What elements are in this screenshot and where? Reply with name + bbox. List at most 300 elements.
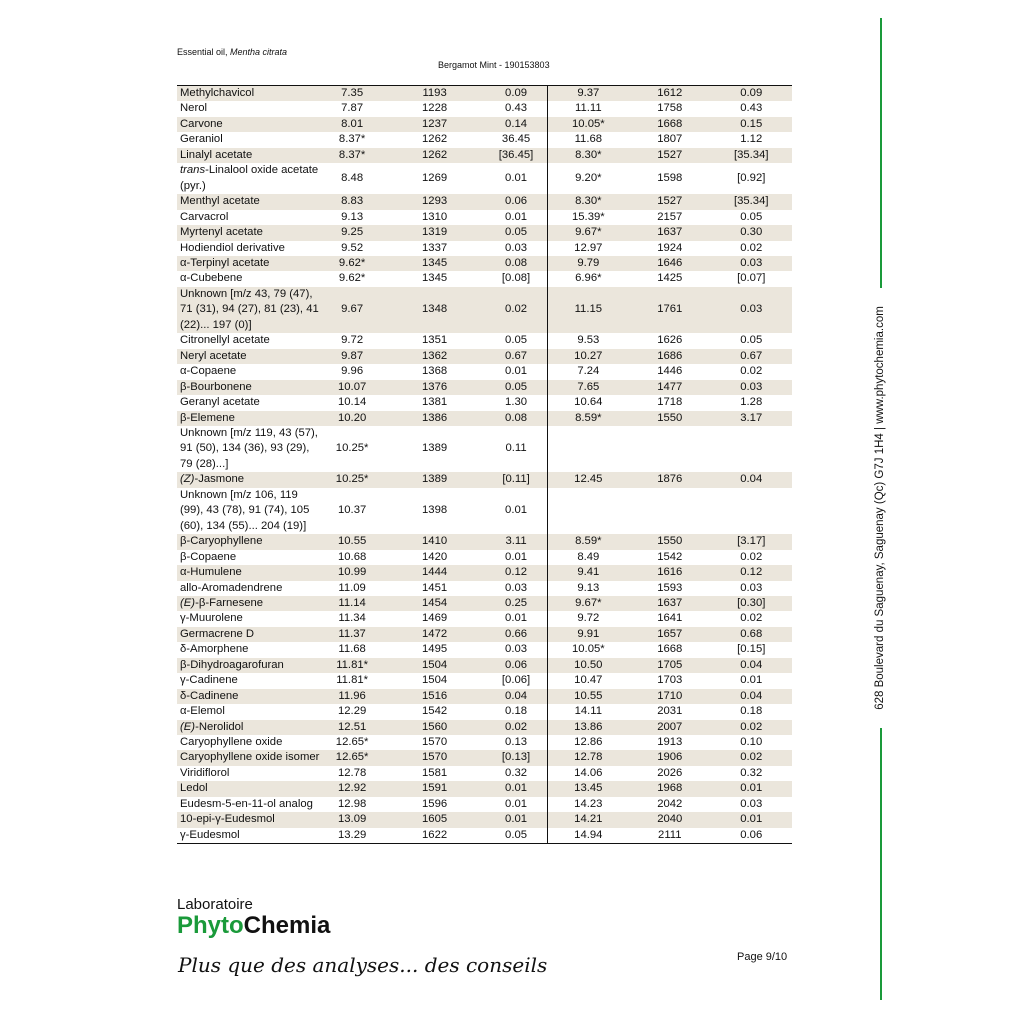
percent-column-1: 0.01 [486, 163, 548, 194]
percent-column-1: 0.05 [486, 225, 548, 240]
green-divider-line [880, 18, 882, 288]
table-row [177, 271, 792, 286]
table-row [177, 349, 792, 364]
name-text: β-Dihydroagarofuran [180, 658, 284, 671]
name-text: Geranyl acetate [180, 396, 260, 409]
ri-column-1: 1376 [384, 380, 486, 395]
percent-column-1: [0.13] [486, 750, 548, 765]
percent-column-2: 0.03 [711, 256, 793, 271]
rt-column-1: 9.72 [341, 334, 364, 347]
name-text: γ-Muurolene [180, 612, 243, 625]
ri-column-1: 1451 [422, 581, 448, 594]
ri-column-1: 1570 [384, 750, 486, 765]
percent-column-2: 0.06 [740, 828, 763, 841]
percent-column-1: 3.11 [486, 534, 548, 549]
percent-column-1: 0.02 [486, 720, 548, 735]
compound-name [177, 673, 321, 688]
table-row [177, 550, 792, 565]
table-row [177, 658, 792, 673]
ri-column-1: 1596 [422, 797, 448, 810]
ri-column-2: 1527 [629, 194, 710, 209]
name-text: -β-Farnesene [195, 596, 264, 609]
percent-column-2: [35.34] [711, 148, 793, 163]
compound-name [177, 596, 321, 611]
rt-column-2: 10.64 [574, 396, 603, 409]
ri-column-1: 1398 [422, 504, 448, 517]
ri-column-2: 2157 [657, 210, 683, 223]
ri-column-2: 1913 [657, 736, 683, 749]
compound-name [177, 163, 321, 194]
name-text: γ-Cadinene [180, 674, 238, 687]
table-row [177, 797, 792, 812]
ri-column-2: 1612 [629, 86, 710, 102]
compound-name [177, 333, 321, 348]
ri-column-2: 1616 [629, 565, 710, 580]
percent-column-1: 0.08 [486, 411, 548, 426]
table-row [177, 673, 792, 688]
slogan: Plus que des analyses... des conseils [178, 953, 548, 977]
compound-name [177, 132, 321, 147]
compound-name [177, 287, 321, 333]
table-row [177, 828, 792, 844]
percent-column-2: [0.07] [737, 272, 766, 285]
table-row [177, 256, 792, 271]
rt-column-1: 10.25* [321, 472, 384, 487]
compound-name [177, 658, 321, 673]
table-row [177, 766, 792, 781]
compound-name [177, 395, 321, 410]
name-text: β-Elemene [180, 411, 235, 424]
percent-column-1: 0.05 [486, 333, 548, 348]
table-row [177, 611, 792, 626]
ri-column-2: 1668 [657, 643, 683, 656]
table-row [177, 395, 792, 410]
percent-column-1: 36.45 [486, 132, 548, 147]
percent-column-2: 0.02 [711, 720, 793, 735]
percent-column-2: 0.03 [711, 287, 793, 333]
rt-column-2: 12.97 [574, 241, 603, 254]
percent-column-1: 0.01 [486, 488, 548, 534]
table-row [177, 488, 792, 534]
rt-column-1: 9.25 [321, 225, 384, 240]
table-row [177, 194, 792, 209]
compound-name [177, 627, 321, 642]
compound-name [177, 225, 321, 240]
table-row [177, 472, 792, 487]
rt-column-2: 10.55 [547, 689, 629, 704]
table-row [177, 426, 792, 472]
ri-column-1: 1472 [384, 627, 486, 642]
name-text: Ledol [180, 782, 208, 795]
percent-column-1: 0.18 [486, 704, 548, 719]
name-text: -Nerolidol [195, 720, 244, 733]
rt-column-1: 10.99 [321, 565, 384, 580]
ri-column-1: 1504 [422, 674, 448, 687]
rt-column-1: 9.13 [341, 210, 364, 223]
percent-column-1: 0.01 [486, 781, 548, 796]
percent-column-2: [0.30] [711, 596, 793, 611]
name-text: α-Humulene [180, 566, 242, 579]
percent-column-1: 0.32 [486, 766, 548, 781]
percent-column-1: 0.11 [486, 426, 548, 472]
ri-column-1: 1469 [422, 612, 448, 625]
rt-column-1: 7.35 [321, 86, 384, 102]
table-row [177, 148, 792, 163]
compound-name [177, 611, 321, 626]
ri-column-1: 1389 [384, 472, 486, 487]
lab-address: 628 Boulevard du Saguenay, Saguenay (Qc) G7J 1H4 | www.phytochemia.com [874, 306, 886, 710]
rt-column-2: 10.05* [547, 117, 629, 132]
percent-column-2: [35.34] [711, 194, 793, 209]
table-row [177, 163, 792, 194]
percent-column-2: 0.30 [711, 225, 793, 240]
ri-column-2: 1668 [629, 117, 710, 132]
sample-title: Bergamot Mint - 190153803 [438, 60, 550, 70]
ri-column-1: 1368 [422, 365, 448, 378]
percent-column-1: 0.12 [486, 565, 548, 580]
rt-column-1: 12.51 [321, 720, 384, 735]
percent-column-1: [0.06] [486, 673, 548, 688]
compound-name [177, 194, 321, 209]
percent-column-1: 0.02 [486, 287, 548, 333]
rt-column-2: 9.67* [547, 225, 629, 240]
ri-column-2: 2026 [657, 766, 683, 779]
ri-column-1: 1348 [384, 287, 486, 333]
compound-name [177, 828, 321, 844]
ri-column-2: 1598 [657, 171, 683, 184]
percent-column-2: 0.67 [711, 349, 793, 364]
rt-column-1: 8.83 [321, 194, 384, 209]
compound-name [177, 380, 321, 395]
rt-column-2: 11.11 [575, 102, 602, 115]
rt-column-2: 9.79 [547, 256, 629, 271]
percent-column-1: 0.05 [486, 828, 548, 844]
rt-column-2: 9.37 [547, 86, 629, 102]
name-text: Linalyl acetate [180, 148, 253, 161]
name-text: β-Copaene [180, 550, 237, 563]
ri-column-2: 1550 [629, 534, 710, 549]
rt-column-2: 14.21 [547, 812, 629, 827]
percent-column-2: 0.05 [740, 210, 763, 223]
compound-name [177, 781, 321, 796]
name-text: -Jasmone [194, 473, 245, 486]
percent-column-2: 0.03 [711, 380, 793, 395]
percent-column-1: 1.30 [486, 395, 548, 410]
percent-column-1: 0.14 [486, 117, 548, 132]
name-text: allo-Aromadendrene [180, 581, 283, 594]
percent-column-1: [36.45] [486, 148, 548, 163]
percent-column-1: 0.43 [486, 101, 548, 116]
rt-column-2: 9.13 [577, 581, 600, 594]
rt-column-1: 12.65* [335, 736, 369, 749]
logo-chemia: Chemia [243, 912, 331, 939]
compound-name [177, 735, 321, 750]
compound-name [177, 364, 321, 379]
ri-column-2: 2031 [657, 705, 683, 718]
percent-column-2: 0.03 [740, 797, 763, 810]
rt-column-1: 11.81* [336, 674, 369, 687]
name-text: Methylchavicol [180, 87, 255, 99]
name-text: α-Elemol [180, 705, 225, 718]
rt-column-2: 8.30* [547, 194, 629, 209]
rt-column-2: 9.67* [547, 596, 629, 611]
percent-column-2: 0.02 [740, 365, 763, 378]
percent-column-2: 1.28 [740, 396, 763, 409]
ri-column-1: 1237 [384, 117, 486, 132]
rt-column-2: 9.53 [577, 334, 600, 347]
rt-column-1: 11.37 [321, 627, 384, 642]
ri-column-2 [629, 488, 710, 534]
phytochemia-logo [177, 897, 330, 939]
rt-column-2: 12.45 [547, 472, 629, 487]
rt-column-1: 8.48 [341, 171, 364, 184]
table-row [177, 781, 792, 796]
percent-column-1: 0.04 [486, 689, 548, 704]
name-text: -Linalool oxide acetate (pyr.) [180, 164, 319, 192]
percent-column-1: 0.01 [486, 550, 548, 565]
name-text: Unknown [m/z 43, 79 (47), 71 (31), 94 (27), 81 (23), 41 (22)... 197 (0)] [180, 287, 319, 331]
ri-column-2: 1425 [657, 272, 683, 285]
table-row [177, 101, 792, 116]
ri-column-1: 1351 [422, 334, 448, 347]
compound-name [177, 271, 321, 286]
name-italic-prefix: (Z) [180, 473, 195, 486]
ri-column-2: 1657 [629, 627, 710, 642]
rt-column-2: 12.86 [574, 736, 603, 749]
compound-name [177, 256, 321, 271]
rt-column-1: 11.09 [338, 581, 366, 594]
rt-column-1: 11.68 [338, 643, 366, 656]
name-italic-prefix: trans [180, 164, 206, 177]
rt-column-2: 10.47 [574, 674, 603, 687]
name-text: Viridiflorol [180, 766, 230, 779]
percent-column-1: 0.67 [486, 349, 548, 364]
rt-column-2 [547, 426, 629, 472]
rt-column-2: 13.45 [547, 781, 629, 796]
rt-column-2: 11.15 [547, 287, 629, 333]
table-row [177, 411, 792, 426]
rt-column-1: 13.29 [337, 828, 367, 841]
ri-column-2: 1758 [657, 102, 683, 115]
ri-column-2: 1646 [629, 256, 710, 271]
rt-column-1: 7.87 [341, 102, 364, 115]
percent-column-2: 0.43 [740, 102, 763, 115]
ri-column-1: 1362 [384, 349, 486, 364]
ri-column-2: 1686 [629, 349, 710, 364]
ri-column-2: 1876 [629, 472, 710, 487]
percent-column-2: 0.18 [740, 705, 763, 718]
green-divider-line [880, 728, 882, 1000]
percent-column-2: [0.92] [737, 171, 766, 184]
percent-column-2 [711, 488, 793, 534]
percent-column-2: 0.10 [740, 736, 763, 749]
percent-column-2: 0.09 [711, 86, 793, 102]
ri-column-2: 1637 [629, 225, 710, 240]
ri-column-1: 1444 [384, 565, 486, 580]
rt-column-2: 8.59* [547, 534, 629, 549]
ri-column-2 [629, 426, 710, 472]
rt-column-2: 9.72 [577, 612, 600, 625]
table-row [177, 333, 792, 348]
percent-column-1: 0.06 [486, 658, 548, 673]
percent-column-1: 0.25 [486, 596, 548, 611]
rt-column-1: 10.55 [321, 534, 384, 549]
percent-column-2: [3.17] [711, 534, 793, 549]
compound-name [177, 550, 321, 565]
ri-column-1: 1516 [384, 689, 486, 704]
ri-column-2: 1703 [657, 674, 683, 687]
name-text: γ-Eudesmol [180, 828, 240, 841]
compound-name [177, 411, 321, 426]
percent-column-2: 0.01 [711, 812, 793, 827]
name-text: Menthyl acetate [180, 195, 260, 208]
name-text: δ-Cadinene [180, 689, 239, 702]
ri-column-2: 1906 [629, 750, 710, 765]
compound-name [177, 86, 321, 102]
name-text: Carvone [180, 117, 223, 130]
ri-column-1: 1622 [422, 828, 448, 841]
percent-column-1: 0.01 [486, 797, 548, 812]
rt-column-2: 15.39* [571, 210, 605, 223]
name-text: α-Copaene [180, 365, 237, 378]
ri-column-1: 1454 [384, 596, 486, 611]
rt-column-2: 7.65 [547, 380, 629, 395]
compound-name [177, 720, 321, 735]
name-text: α-Terpinyl acetate [180, 256, 270, 269]
percent-column-2: 0.02 [711, 750, 793, 765]
name-text: Caryophyllene oxide isomer [180, 751, 320, 764]
rt-column-2: 9.41 [547, 565, 629, 580]
rt-column-1: 12.29 [337, 705, 367, 718]
rt-column-1: 13.09 [321, 812, 384, 827]
ri-column-1: 1389 [422, 442, 448, 455]
ri-column-2: 1641 [657, 612, 683, 625]
ri-column-1: 1570 [422, 736, 448, 749]
ri-column-1: 1410 [384, 534, 486, 549]
table-row [177, 86, 792, 102]
table-row [177, 750, 792, 765]
ri-column-1: 1495 [422, 643, 448, 656]
ri-column-2: 1637 [629, 596, 710, 611]
ri-column-2: 1477 [629, 380, 710, 395]
ri-column-1: 1591 [384, 781, 486, 796]
table-row [177, 627, 792, 642]
name-text: Carvacrol [180, 210, 229, 223]
percent-column-2: 0.04 [711, 472, 793, 487]
compound-name [177, 704, 321, 719]
ri-column-2: 1542 [657, 550, 683, 563]
rt-column-2: 8.59* [547, 411, 629, 426]
rt-column-2 [547, 488, 629, 534]
percent-column-1: 0.06 [486, 194, 548, 209]
ri-column-2: 1807 [657, 133, 683, 146]
table-row [177, 117, 792, 132]
name-text: Caryophyllene oxide [180, 736, 283, 749]
table-row [177, 534, 792, 549]
percent-column-1: 0.05 [486, 380, 548, 395]
rt-column-2: 9.20* [575, 171, 602, 184]
rt-column-2: 6.96* [575, 272, 602, 285]
ri-column-1: 1228 [422, 102, 448, 115]
ri-column-2: 1710 [629, 689, 710, 704]
table-row [177, 812, 792, 827]
page-number: Page 9/10 [737, 951, 788, 963]
rt-column-2: 14.23 [574, 797, 603, 810]
ri-column-2: 1718 [657, 396, 683, 409]
rt-column-2: 14.06 [574, 766, 603, 779]
table-row [177, 642, 792, 657]
percent-column-2: 0.05 [740, 334, 763, 347]
ri-column-2: 2007 [629, 720, 710, 735]
compound-name [177, 101, 321, 116]
rt-column-1: 9.52 [341, 241, 364, 254]
percent-column-1: 0.03 [486, 642, 548, 657]
logo-laboratoire: Laboratoire [177, 896, 253, 913]
name-text: β-Bourbonene [180, 380, 252, 393]
compound-name [177, 241, 321, 256]
compound-name [177, 750, 321, 765]
name-italic-prefix: (E) [180, 596, 196, 609]
compound-name [177, 534, 321, 549]
ri-column-2: 1550 [629, 411, 710, 426]
rt-column-2: 13.86 [547, 720, 629, 735]
name-text: β-Caryophyllene [180, 535, 263, 548]
rt-column-1: 10.07 [321, 380, 384, 395]
percent-column-2: 0.01 [711, 781, 793, 796]
percent-column-2: 0.32 [740, 766, 763, 779]
rt-column-2: 8.30* [547, 148, 629, 163]
species-name: Mentha citrata [230, 47, 288, 57]
percent-column-2: 0.02 [740, 612, 763, 625]
table-row [177, 225, 792, 240]
percent-column-2: 3.17 [711, 411, 793, 426]
rt-column-2: 10.27 [547, 349, 629, 364]
rt-column-2: 9.91 [547, 627, 629, 642]
ri-column-1: 1345 [384, 256, 486, 271]
percent-column-2: 0.15 [711, 117, 793, 132]
rt-column-1: 10.68 [337, 550, 367, 563]
rt-column-2: 7.24 [577, 365, 600, 378]
percent-column-2: 0.01 [740, 674, 763, 687]
percent-column-1: [0.08] [486, 271, 548, 286]
percent-column-1: [0.11] [486, 472, 548, 487]
rt-column-1: 11.81* [321, 658, 384, 673]
rt-column-1: 12.98 [337, 797, 367, 810]
percent-column-2: 0.03 [740, 581, 763, 594]
compound-table [177, 85, 792, 844]
ri-column-1: 1560 [384, 720, 486, 735]
table-row [177, 132, 792, 147]
percent-column-2: 1.12 [740, 133, 763, 146]
table-row [177, 241, 792, 256]
rt-column-1: 9.87 [321, 349, 384, 364]
percent-column-1: 0.09 [486, 86, 548, 102]
compound-name [177, 472, 321, 487]
rt-column-1: 8.37* [321, 148, 384, 163]
table-row [177, 380, 792, 395]
compound-name [177, 689, 321, 704]
ri-column-2: 2040 [629, 812, 710, 827]
compound-name [177, 565, 321, 580]
rt-column-2: 10.50 [547, 658, 629, 673]
rt-column-1: 9.62* [321, 256, 384, 271]
ri-column-2: 2111 [658, 828, 682, 841]
name-text: 10-epi-γ-Eudesmol [180, 813, 275, 826]
compound-name [177, 426, 321, 472]
compound-name [177, 117, 321, 132]
compound-name [177, 148, 321, 163]
ri-column-1: 1345 [422, 272, 448, 285]
